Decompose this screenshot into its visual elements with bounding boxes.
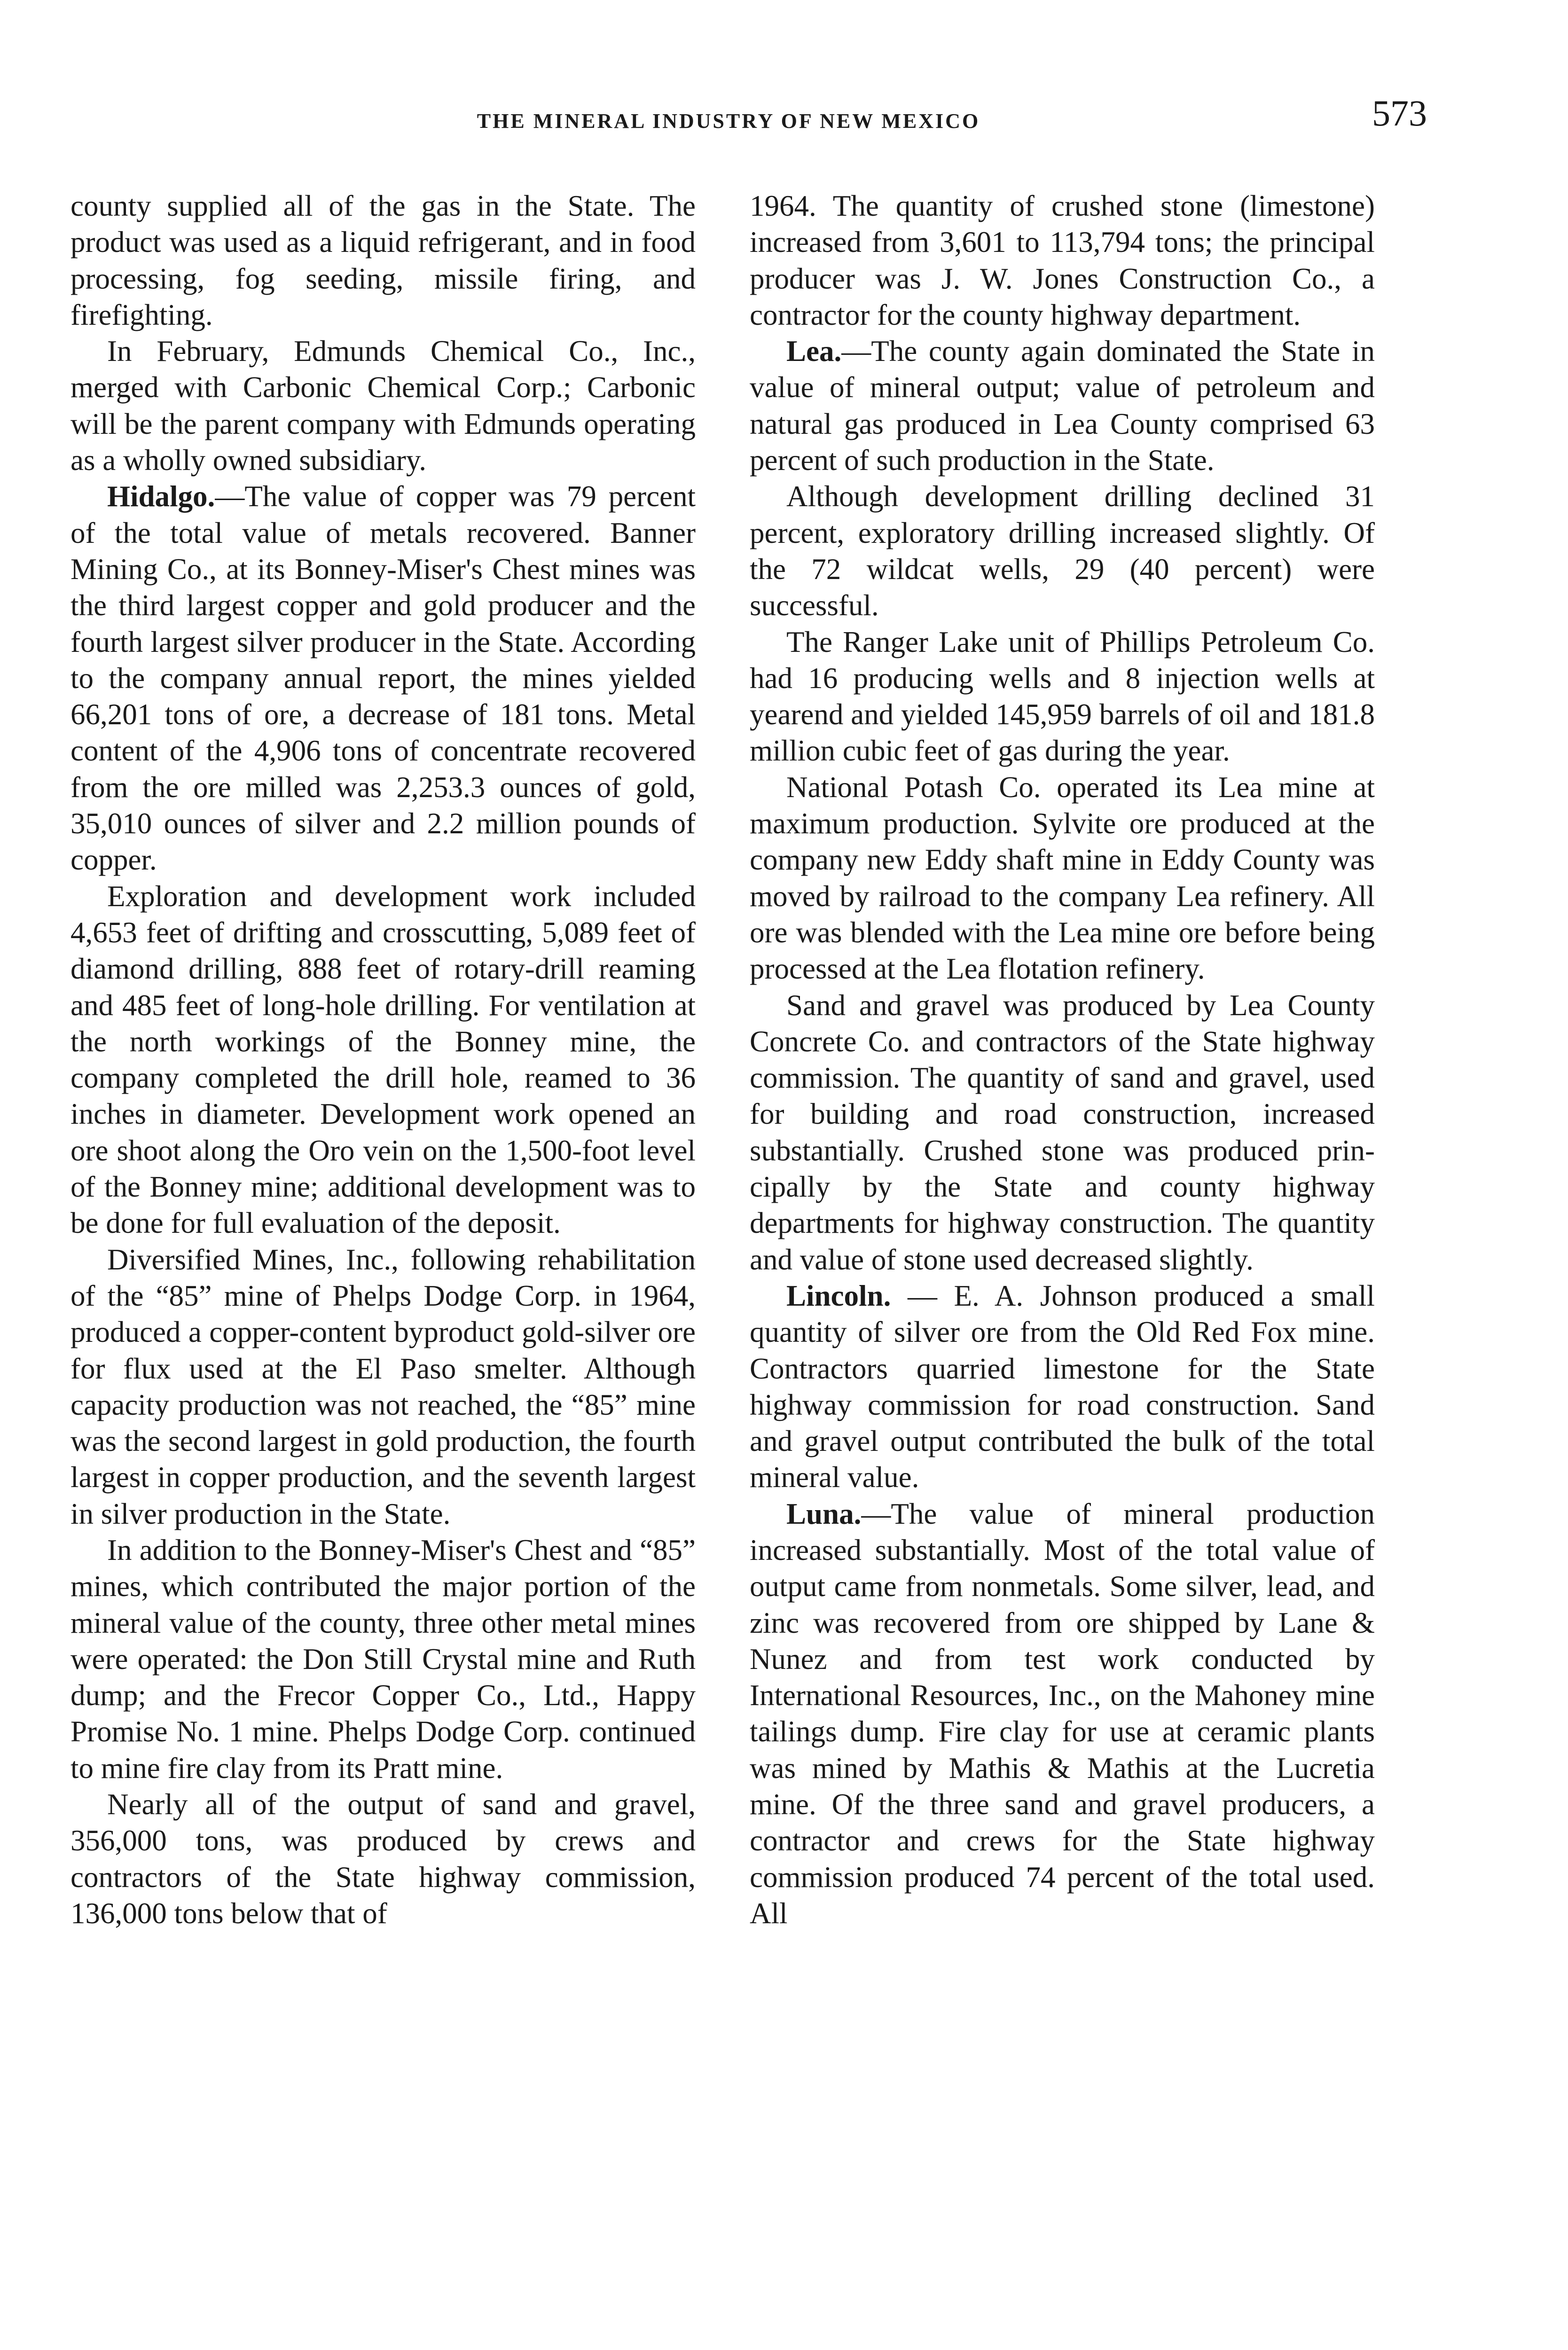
paragraph-other-mines: In addition to the Bonney-Miser's Chest and “85” mines, which contributed the major portion of the mineral value of the county, three other metal mines were operated: the Don Still Crystal mine and Ruth dump; and the Frecor Copper Co., Ltd., Happy Promise No. 1 mine. Phelps Dodge Corp. continued to mine fire clay from its Pratt mine. [71,1533,696,1785]
paragraph-crushed-stone-continuation: 1964. The quantity of crushed stone (limestone) increased from 3,601 to 113,794 tons; the principal producer was J. W. Jones Construction Co., a contractor for the county highway department. [750,189,1375,331]
paragraph-lea [750,333,1375,478]
paragraph-luna [750,1496,1375,1932]
paragraph-diversified-mines: Diversified Mines, Inc., following rehabilitation of the “85” mine of Phelps Dodge Corp. in 1964, produced a copper-content byproduct gold-silver ore for flux used at the El Paso smelter. Although capacity production was not reached, the “85” mine was the second largest in gold production, the fourth largest in copper production, and the seventh largest in silver production in the State. [71,1243,696,1530]
paragraph-sand-gravel-lea: Sand and gravel was produced by Lea County Concrete Co. and contractors of the State highway commission. The quantity of sand and gravel, used for building and road construction, increased substantially. Crushed stone was produced principally by the State and county highway departments for highway construction. The quantity and value of stone used decreased slightly. [750,988,1375,1276]
right-column [750,188,1375,1932]
paragraph-lincoln [750,1278,1375,1496]
paragraph-ranger-lake: The Ranger Lake unit of Phillips Petroleum Co. had 16 producing wells and 8 injection wells at yearend and yielded 145,959 barrels of oil and 181.8 million cubic feet of gas during the year. [750,625,1375,768]
page-number: 573 [1372,93,1427,133]
running-header: THE MINERAL INDUSTRY OF NEW MEXICO [477,110,980,133]
paragraph-national-potash: National Potash Co. operated its Lea mine at maximum production. Sylvite ore produced at the company new Eddy shaft mine in Eddy County was moved by railroad to the company Lea refinery. All ore was blended with the Lea mine ore before being processed at the Lea flotation refinery. [750,770,1375,986]
paragraph-drilling: Although development drilling declined 31 percent, exploratory drilling increased slightly. Of the 72 wildcat wells, 29 (40 percent) were successful. [750,480,1375,622]
lea-text: —The county again dominated the State in value of mineral output; value of petroleum and natural gas produced in Lea County comprised 63 percent of such production in the State. [750,335,1375,477]
county-heading-lea: Lea. [786,335,842,368]
county-heading-hidalgo: Hidalgo. [107,480,215,513]
paragraph-exploration: Exploration and development work included 4,653 feet of drifting and crosscutting, 5,089 feet of diamond drilling, 888 feet of rotary-drill reaming and 485 feet of long-hole drilling. For ventilation at the north workings of the Bonney mine, the company completed the drill hole, reamed to 36 inches in diameter. Development work opened an ore shoot along the Oro vein on the 1,500-foot level of the Bonney mine; additional development was to be done for full evaluation of the deposit. [71,879,696,1240]
paragraph-edmunds-merger: In February, Edmunds Chemical Co., Inc., merged with Carbonic Chemical Corp.; Carbonic will be the parent company with Edmunds operating as a wholly owned subsidiary. [71,335,696,477]
luna-text: —The value of mineral production increased substantially. Most of the total value of output came from nonmetals. Some silver, lead, and zinc was recovered from ore shipped by Lane & Nunez and from test work conducted by International Resources, Inc., on the Mahoney mine tailings dump. Fire clay for use at ceramic plants was mined by Mathis & Mathis at the Lucretia mine. Of the three sand and gravel producers, a contractor and crews for the State highway commission produced 74 percent of the total used. All [750,1497,1375,1930]
lincoln-text: — E. A. Johnson produced a small quantity of silver ore from the Old Red Fox mine. Contractors quarried limestone for the State highway commission for road construction. Sand and gravel output contributed the bulk of the total mineral value. [750,1279,1375,1494]
paragraph-hidalgo [71,478,696,878]
paragraph-sand-gravel-hidalgo: Nearly all of the output of sand and gravel, 356,000 tons, was produced by crews and contractors of the State highway commission, 136,000 tons below that of [71,1788,696,1930]
county-heading-lincoln: Lincoln. [786,1279,891,1312]
hidalgo-text: —The value of copper was 79 percent of the total value of metals recovered. Banner Mining Co., at its Bonney-Miser's Chest mines was the third largest copper and gold producer and the fourth largest silver producer in the State. According to the company annual report, the mines yielded 66,201 tons of ore, a decrease of 181 tons. Metal content of the 4,906 tons of concentrate recovered from the ore milled was 2,253.3 ounces of gold, 35,010 ounces of silver and 2.2 million pounds of copper. [71,480,696,877]
left-column [71,188,696,1932]
county-heading-luna: Luna. [786,1497,862,1530]
paragraph-gas-continuation: county supplied all of the gas in the State. The product was used as a liquid refrigerant, and in food processing, fog seeding, missile firing, and firefighting. [71,189,696,331]
